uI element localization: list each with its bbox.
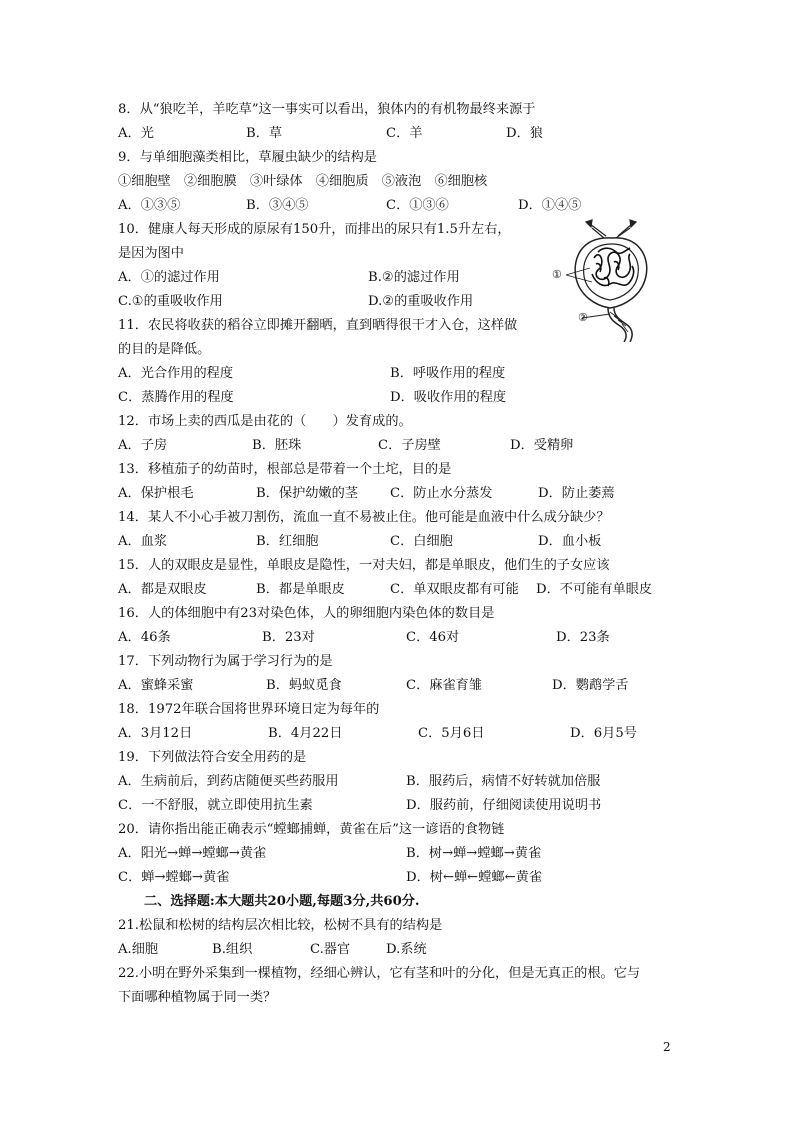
q15-option-d: D．不可能有单眼皮 bbox=[536, 582, 653, 597]
q14-stem: 14．某人不小心手被刀割伤，流血一直不易被止住。他可能是血液中什么成分缺少？ bbox=[118, 510, 610, 525]
q20-option-a: A．阳光→蝉→螳螂→黄雀 bbox=[118, 846, 267, 861]
q8-option-b: B．草 bbox=[246, 126, 283, 141]
figure-label-2: ② bbox=[578, 311, 588, 324]
q9-option-b: B．③④⑤ bbox=[246, 198, 309, 213]
q16-option-c: C．46对 bbox=[406, 630, 460, 645]
q13-option-d: D．防止萎蔫 bbox=[538, 486, 615, 501]
q13-option-a: A．保护根毛 bbox=[118, 486, 194, 501]
q16-option-d: D．23条 bbox=[556, 630, 610, 645]
q22-stem-line1: 22.小明在野外采集到一棵植物，经细心辨认，它有茎和叶的分化，但是无真正的根。它与 bbox=[118, 966, 641, 981]
q12-option-b: B．胚珠 bbox=[252, 438, 302, 453]
q15-stem: 15．人的双眼皮是显性，单眼皮是隐性，一对夫妇，都是单眼皮，他们生的子女应该 bbox=[118, 558, 610, 573]
q10-option-a: A．①的滤过作用 bbox=[118, 270, 220, 285]
q17-option-b: B．蚂蚁觅食 bbox=[266, 678, 342, 693]
q14-option-a: A．血浆 bbox=[118, 534, 168, 549]
nephron-drawing bbox=[552, 218, 670, 342]
section2-title: 二、选择题:本大题共20小题,每题3分,共60分. bbox=[144, 894, 420, 909]
q8-stem: 8．从“狼吃羊，羊吃草”这一事实可以看出，狼体内的有机物最终来源于 bbox=[118, 102, 536, 117]
q13-option-c: C．防止水分蒸发 bbox=[390, 486, 493, 501]
q19-option-b: B．服药后，病情不好转就加倍服 bbox=[406, 774, 601, 789]
q9-option-a: A．①③⑤ bbox=[118, 198, 181, 213]
q12-option-a: A．子房 bbox=[118, 438, 168, 453]
q10-option-d: D.②的重吸收作用 bbox=[368, 294, 474, 309]
q21-option-b: B.组织 bbox=[212, 942, 253, 957]
q20-option-c: C．蝉→螳螂→黄雀 bbox=[118, 870, 230, 885]
q20-stem: 20．请你指出能正确表示“螳螂捕蝉，黄雀在后”这一谚语的食物链 bbox=[118, 822, 505, 837]
q8-option-c: C．羊 bbox=[386, 126, 423, 141]
q16-option-b: B．23对 bbox=[262, 630, 315, 645]
q19-option-d: D．服药前，仔细阅读使用说明书 bbox=[406, 798, 602, 813]
q21-option-c: C.器官 bbox=[310, 942, 351, 957]
q18-stem: 18．1972年联合国将世界环境日定为每年的 bbox=[118, 702, 380, 717]
q21-option-d: D.系统 bbox=[386, 942, 427, 957]
q16-stem: 16．人的体细胞中有23对染色体，人的卵细胞内染色体的数目是 bbox=[118, 606, 495, 621]
q11-option-b: B．呼吸作用的程度 bbox=[390, 366, 506, 381]
q12-stem: 12．市场上卖的西瓜是由花的（ ）发育成的。 bbox=[118, 414, 412, 429]
q14-option-b: B．红细胞 bbox=[256, 534, 319, 549]
q19-option-c: C．一不舒服，就立即使用抗生素 bbox=[118, 798, 313, 813]
q22-stem-line2: 下面哪种植物属于同一类？ bbox=[118, 990, 277, 1005]
q21-stem: 21.松鼠和松树的结构层次相比较，松树不具有的结构是 bbox=[118, 918, 443, 933]
q18-option-a: A．3月12日 bbox=[118, 726, 193, 741]
q20-option-b: B．树→蝉→螳螂→黄雀 bbox=[406, 846, 542, 861]
q9-option-c: C．①③⑥ bbox=[386, 198, 449, 213]
q11-stem-line1: 11．农民将收获的稻谷立即摊开翻晒，直到晒得很干才入仓，这样做 bbox=[118, 318, 518, 333]
q11-stem-line2: 的目的是降低。 bbox=[118, 342, 211, 357]
q13-option-b: B．保护幼嫩的茎 bbox=[256, 486, 359, 501]
q15-option-c: C．单双眼皮都有可能 bbox=[390, 582, 519, 597]
q14-option-d: D．血小板 bbox=[538, 534, 602, 549]
q15-option-a: A．都是双眼皮 bbox=[118, 582, 207, 597]
q9-option-d: D．①④⑤ bbox=[518, 198, 582, 213]
q11-option-c: C．蒸腾作用的程度 bbox=[118, 390, 234, 405]
q17-stem: 17．下列动物行为属于学习行为的是 bbox=[118, 654, 333, 669]
q14-option-c: C．白细胞 bbox=[390, 534, 453, 549]
q18-option-c: C．5月6日 bbox=[418, 726, 485, 741]
q8-option-d: D．狼 bbox=[506, 126, 543, 141]
q15-option-b: B．都是单眼皮 bbox=[256, 582, 345, 597]
q17-option-d: D．鹦鹉学舌 bbox=[552, 678, 629, 693]
q9-items: ①细胞壁 ②细胞膜 ③叶绿体 ④细胞质 ⑤液泡 ⑥细胞核 bbox=[118, 174, 488, 189]
q9-stem: 9．与单细胞藻类相比，草履虫缺少的结构是 bbox=[118, 150, 377, 165]
q13-stem: 13．移植茄子的幼苗时，根部总是带着一个土坨，目的是 bbox=[118, 462, 452, 477]
q12-option-d: D．受精卵 bbox=[510, 438, 574, 453]
q10-option-b: B.②的滤过作用 bbox=[368, 270, 460, 285]
q10-stem-line2: 是因为图中 bbox=[118, 246, 184, 261]
q18-option-d: D．6月5号 bbox=[570, 726, 637, 741]
page-number: 2 bbox=[663, 1040, 671, 1054]
q19-option-a: A．生病前后，到药店随便买些药服用 bbox=[118, 774, 339, 789]
q10-stem-line1: 10．健康人每天形成的原尿有150升，而排出的尿只有1.5升左右， bbox=[118, 222, 511, 237]
q11-option-d: D．吸收作用的程度 bbox=[390, 390, 507, 405]
q10-option-c: C.①的重吸收作用 bbox=[118, 294, 223, 309]
q11-option-a: A．光合作用的程度 bbox=[118, 366, 234, 381]
nephron-diagram bbox=[552, 218, 670, 342]
q18-option-b: B．4月22日 bbox=[268, 726, 343, 741]
q16-option-a: A．46条 bbox=[118, 630, 171, 645]
q8-option-a: A．光 bbox=[118, 126, 154, 141]
q12-option-c: C．子房壁 bbox=[378, 438, 441, 453]
q17-option-c: C．麻雀育雏 bbox=[406, 678, 483, 693]
q17-option-a: A．蜜蜂采蜜 bbox=[118, 678, 194, 693]
q20-option-d: D．树←蝉←螳螂←黄雀 bbox=[406, 870, 543, 885]
q19-stem: 19．下列做法符合安全用药的是 bbox=[118, 750, 307, 765]
figure-label-1: ① bbox=[552, 268, 562, 281]
q21-option-a: A.细胞 bbox=[118, 942, 159, 957]
